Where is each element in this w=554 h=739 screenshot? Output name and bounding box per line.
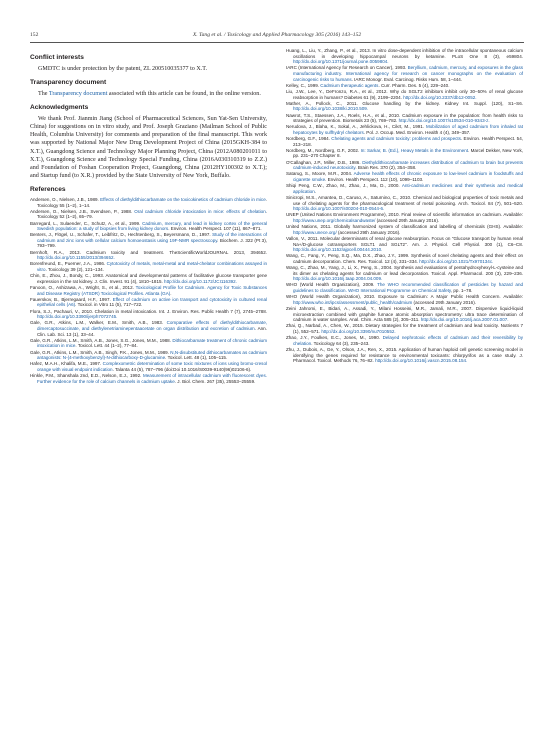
reference-item bbox=[30, 232, 267, 249]
reference-authors: Andersen, O., Nielsen, J.B., 1989. bbox=[30, 196, 101, 202]
reference-authors: Nordberg, M., Nordberg, G.F., 2002. bbox=[286, 147, 361, 153]
reference-source: . Brain Res. 370 (2), 354–358. bbox=[355, 165, 417, 171]
reference-item bbox=[30, 285, 267, 296]
reference-authors: Fanoon, O., Ashizawa, A., Wright, S., et al., 2012. bbox=[30, 285, 136, 290]
reference-source: . Toxicol. in Vitro 11 (5), 717–722. bbox=[75, 302, 143, 308]
reference-item bbox=[286, 224, 523, 235]
reference-authors: Flora, S.J., Pachauri, V., 2010. Chelation in metal intoxication. Int. J. Environ. Res. Public Health 7 (7), 2745–2788. bbox=[30, 308, 267, 314]
reference-item bbox=[286, 195, 523, 212]
transparency-post: associated with this article can be found, in the online version. bbox=[107, 91, 261, 98]
reference-source: (accessed 29th January 2016). bbox=[375, 217, 440, 223]
reference-item bbox=[30, 350, 267, 361]
reference-item bbox=[286, 48, 523, 65]
reference-source: . IARC Monogr. Eval. Carcinog. Risks Hum. 58, 1–444. bbox=[351, 76, 463, 82]
reference-title-link[interactable]: The WHO recommended classification of pesticides by hazard and guidelines to classification. WHO International Programme on Chemical Safety bbox=[293, 282, 524, 294]
reference-item bbox=[30, 338, 267, 349]
reference-source: . Curr. Pharm. Des. 5 (4), 229–240. bbox=[378, 82, 450, 88]
right-column bbox=[286, 48, 523, 364]
reference-source: . Toxicol. Lett. 44 (1–2), 77–84. bbox=[75, 343, 138, 349]
references-heading: References bbox=[30, 185, 66, 193]
reference-source: (accessed 29th January 2016). bbox=[336, 229, 401, 235]
reference-authors: Kelley, C., 1999. bbox=[286, 82, 321, 88]
reference-authors: UNEP (United Nations Environment Programme), 2010. Final review of scientific information on cadmium. Available: bbox=[286, 212, 523, 218]
reference-title-link[interactable]: Cadmium, mercury, and lead in kidney cortex of the general Swedish population: a study of biopsies from living kidney donors bbox=[37, 220, 268, 232]
reference-item bbox=[286, 335, 523, 346]
reference-title-link[interactable]: Measurement of intracellular cadmium with fluorescent dyes. Further evidence for the role of calcium channels in cadmium uptake bbox=[37, 373, 267, 384]
reference-item bbox=[286, 236, 523, 253]
reference-item bbox=[30, 309, 267, 320]
reference-title-link[interactable]: Mobilization of aged cadmium from inhaled rat hepatocytes by sulfhydryl chelators bbox=[293, 124, 523, 135]
reference-authors: Barregard, L., Sulaender, C., Schutz, A., et al., 1999. bbox=[30, 220, 143, 226]
reference-list-left bbox=[30, 197, 267, 384]
reference-item bbox=[30, 361, 267, 372]
reference-doi-link[interactable]: http://dx.doi.org/10.3390/nu7010552. bbox=[321, 328, 396, 334]
transparency-text bbox=[30, 90, 267, 98]
reference-authors: Zhu, J., Dubois, A., Ge, Y., Olson, J.A., Ren, X., 2015. Application of human haploid cell genetic screening model in identifying the genes required for resistance to environmental toxicants: chlorpyrifos as a case study. J. Pharmacol. Toxicol. Methods 76, 76–82. bbox=[286, 346, 523, 364]
reference-authors: Gale, G.R., Atkins, L.M., Smith, A.B., Jones, S.G., Jones, M.M., 1988. bbox=[30, 337, 173, 343]
reference-doi-link[interactable]: http://dx.doi.org/10.1016/j.vascn.2015.08.154. bbox=[375, 358, 468, 364]
page-number: 152 bbox=[30, 32, 39, 38]
reference-item bbox=[286, 265, 523, 282]
reference-authors: Zhai, Q., Narbad, A., Chen, W., 2015. Dietary strategies for the treatment of cadmium and lead toxicity. Nutrients 7 (1), 552–571. bbox=[286, 323, 523, 334]
reference-doi-link[interactable]: http://dx.doi.org/10.1021/Tx970134c. bbox=[419, 258, 494, 264]
conflict-interests-heading: Conflict interests bbox=[30, 54, 84, 61]
reference-title-link[interactable]: Delayed nephrotoxic effects of cadmium and their reversibility by chelation bbox=[293, 335, 523, 346]
reference-authors: Andersen, O., Nielsen, J.B., Svendsen, P., 1988. bbox=[30, 208, 135, 214]
reference-item bbox=[30, 221, 267, 232]
transparency-pre: The bbox=[38, 91, 49, 98]
reference-authors: Vallon, V., 2011. Molecular determinants of renal glucose reabsorption. Focus on "Glucose transport by human renal Na+/D-glucose cotransporters SGLT1 and SGLT2". Am. J. Physiol. Cell Physiol. 300 (1), C6–C8. bbox=[286, 235, 523, 247]
reference-source: . J. Biol. Chem. 267 (35), 25553–25559. bbox=[174, 378, 256, 384]
transparency-document-link[interactable]: Transparency document bbox=[48, 91, 108, 98]
reference-title-link[interactable]: Comparative effects of diethyldithiocarbamate, dimercaptosuccinate, and diethylenetriaminepentaacetate on organ distribution and excretion of cadmium bbox=[37, 320, 267, 331]
reference-item bbox=[286, 183, 523, 194]
reference-authors: United Nations, 2011. Globally harmonized system of classification and labelling of chemicals (GHS). Available: bbox=[286, 224, 523, 230]
reference-item bbox=[30, 197, 267, 208]
reference-authors: Fauerskov, B., Bjerregaard, H.F., 1997. bbox=[30, 296, 113, 302]
reference-authors: Satarug, S., Moore, M.R., 2004. bbox=[286, 171, 354, 177]
reference-title-link[interactable]: N,N-disubstituted dithiocarbamates as cadmium antagonists: N-(4-methoxybenzyl)-N-dithiocarboxy-D-glucamine bbox=[37, 349, 267, 361]
reference-source: . Environ. Health Perspect. 112 (10), 1099–1103. bbox=[325, 177, 424, 182]
reference-doi-link[interactable]: http://dx.doi.org/10.3390/ijerph7072745. bbox=[37, 314, 118, 320]
reference-authors: Gale, G.R., Atkins, L.M., Smith, A.B., Singh, P.K., Jones, M.M., 1989. bbox=[30, 349, 171, 355]
reference-title-link[interactable]: Effects of diethyldithiocarbamate on the toxicokinetics of cadmium chloride in mice bbox=[100, 196, 266, 202]
reference-item bbox=[286, 306, 523, 323]
reference-source: . bbox=[314, 188, 317, 194]
reference-authors: Chin, E., Zhou, J., Bondy, C., 1993. Anatomical and developmental patterns of facilitative glucose transporter gene expression in the rat kidney. J. Clin. Invest. 91 (4), 1810–1815. bbox=[30, 273, 267, 284]
reference-title-link[interactable]: Complexometric determination of some toxic mixtures of ions using bromo-cresol orange with visual endpoint indication bbox=[37, 361, 267, 372]
reference-source: . Ann. Clin. Lab. Sci. 13 (1), 33–44. bbox=[37, 325, 267, 337]
reference-item bbox=[286, 89, 523, 100]
left-column bbox=[30, 48, 267, 385]
reference-item bbox=[286, 160, 523, 171]
reference-authors: WHO (World Health Organization), 2009. bbox=[286, 282, 378, 288]
acknowledgments-text: We thank Prof. Jianmin Jiang (School of Pharmaceutical Sciences, Sun Yat-Sen University, China) for suggestions on in vitro study, and Prof. Joseph Graziano (Mailman School of Public Health, Columbia University) for comments and preparation of the final manuscript. This work was supported by National Major New Drug Development Project of China (2015GKH-384 to X.T.), Guangdong Science and Technology Major Planning Project, China (2012A080201011 to X.T.), Guangdong Science and Technology Special Funding, China (2016A030310319 to Z.Z.) and Foundation of Foshan Cooperation Project, Guangdong, China (2012HY100302 to X.T.); and Startup fund (to X.R.) provided by the State University of New York, Buffalo. bbox=[30, 116, 267, 179]
reference-doi-link[interactable]: http://dx.doi.org/10.1172/JCI116392. bbox=[164, 278, 237, 284]
reference-doi-link[interactable]: http://dx.doi.org/10.1038/ki.2010.509. bbox=[293, 106, 369, 112]
reference-authors: Sinicropi, M.S., Amantea, D., Caruso, A., Saturnino, C., 2010. Chemical and biological properties of toxic metals and use of chelating agents for the pharmacological treatment of metal poisoning. Arch. Toxicol. 84 (7), 501–520. bbox=[286, 194, 523, 206]
reference-item bbox=[30, 261, 267, 272]
running-header bbox=[30, 30, 524, 42]
reference-title-link[interactable]: Beryllium, cadmium, mercury, and exposures in the glass manufacturing industry. International agency for research on cancer monographs on the evaluation of carcinogenic risks to humans bbox=[293, 65, 524, 82]
reference-title-link[interactable]: Cadmium therapeutic agents bbox=[320, 82, 379, 88]
reference-authors: Benters, J., Flögel, U., Schafer, T., Leibfritz, D., Hechtenberg, S., Beyersmann, D., 1997. bbox=[30, 232, 213, 238]
reference-doi-link[interactable]: http://dx.doi.org/10.1155/2013/394652. bbox=[37, 255, 115, 261]
reference-doi-link[interactable]: http://dx.doi.org/10.1016/j.aca.2007.01.007. bbox=[420, 317, 509, 323]
reference-item bbox=[286, 294, 523, 305]
reference-doi-link[interactable]: http://dx.doi.org/10.1371/journal.pone.0059804. bbox=[293, 59, 389, 65]
reference-source: . bbox=[170, 290, 172, 296]
reference-source: . Environ. Health Perspect. 54, 213–218. bbox=[293, 136, 523, 147]
reference-source: . Toxicology 39 (2), 121–134. bbox=[45, 267, 104, 273]
reference-authors: WHO (World Health Organization), 2010. Exposure to Cadmium: A Major Public Health Concern. Available: bbox=[286, 294, 523, 300]
reference-item bbox=[286, 65, 523, 82]
reference-source: , pp. 1–78. bbox=[450, 288, 473, 294]
reference-item bbox=[286, 136, 523, 147]
reference-item bbox=[30, 273, 267, 284]
reference-authors: Shiqi Peng, C.W., Zhao, M., Zhao, J., Ma, D., 2000. bbox=[286, 183, 402, 189]
reference-title-link[interactable]: Effect of cadmium on active ion transport and cytotoxicity in cultured renal epithelial cells (A6) bbox=[37, 296, 267, 308]
reference-doi-link[interactable]: http://dx.doi.org/10.1007/s00204-010-0544-6. bbox=[293, 206, 385, 212]
reference-title-link[interactable]: Anti-cadmium medicines and their synthesis and medical application bbox=[293, 183, 524, 194]
reference-title-link[interactable]: Oral cadmium chloride intoxication in mice: effects of chelation bbox=[134, 208, 266, 214]
conflict-interests-text: GMDTC is under protection by the patent, ZL 200510035377 to X.T. bbox=[38, 66, 208, 72]
reference-authors: Nerudova, J., Blaha, K., Sokal, A., Jehlickova, H., Cikrt, M., 1991. bbox=[286, 124, 426, 130]
reference-item bbox=[286, 101, 523, 112]
reference-item bbox=[286, 113, 523, 124]
reference-authors: Liu, J.W., Lee, Y., DeFronzo, R.A., et al., 2012. Why do SGLT2 inhibitors inhibit only 30–50% of renal glucose reabsorption in humans? Diabetes 61 (9), 2199–2204. bbox=[286, 88, 523, 100]
reference-title-link[interactable]: Toxicological Profile for Cadmium. Agency for Toxic Substances and Disease Registry (ATSDR) Toxicological Profiles. Atlanta (GA) bbox=[37, 285, 267, 296]
reference-doi-link[interactable]: http://dx.doi.org/10.2337/db12-0052. bbox=[403, 94, 477, 100]
reference-title-link[interactable]: Study of the interactions of cadmium and zinc ions with cellular calcium homoeostasis using 19F-NMR spectroscopy bbox=[37, 232, 267, 243]
reference-item bbox=[286, 171, 523, 182]
reference-item bbox=[286, 212, 523, 223]
header-rule bbox=[30, 42, 524, 43]
reference-list-right bbox=[286, 48, 523, 364]
reference-authors: Nordberg, G.F., 1984. bbox=[286, 136, 332, 142]
journal-citation-line: X. Tang et al. / Toxicology and Applied Pharmacology 305 (2016) 143–152 bbox=[192, 32, 362, 38]
reference-title-link[interactable]: Cytotoxicity of metals, metal-metal and metal-chelator combinations assayed in vitro bbox=[37, 261, 268, 273]
reference-source: . Marcel Dekker, New York, pp. 231–270 Chapter 8. bbox=[293, 147, 523, 159]
reference-source: . Toxicology 55 (1–2), 1–14. bbox=[37, 196, 268, 208]
reference-authors: Wang, C., Fang, Y., Peng, S.Q., Ma, D.X., Zhao, J.Y., 1999. Synthesis of novel chelating agents and their effect on cadmium decorporation. Chem. Res. Toxicol. 12 (4), 331–334. bbox=[286, 253, 523, 264]
reference-title-link[interactable]: In: Sarkar, B. (Ed.), Heavy Metals in the Environment bbox=[360, 147, 469, 153]
reference-item bbox=[286, 347, 523, 364]
reference-doi-link[interactable]: http://dx.doi.org/10.1007/s10534-010-9343-z. bbox=[398, 118, 490, 124]
reference-authors: Hinkle, P.M., Shanshala 2nd, E.D., Nelson, E.J., 1992. bbox=[30, 373, 143, 379]
reference-authors: Borenfreund, E., Puerner, J.A., 1986. bbox=[30, 261, 107, 267]
reference-authors: IARC (International Agency for Research on Cancer), 1993. bbox=[286, 65, 408, 71]
reference-authors: Nawrot, T.S., Staessen, J.A., Roels, H.A., et al., 2010. Cadmium exposure in the population: from health risks to strategies of prevention. Biometals 23 (5), 769–782. bbox=[286, 112, 523, 124]
reference-title-link[interactable]: Adverse health effects of chronic exposure to low-level cadmium in foodstuffs and cigarette smoke bbox=[293, 171, 523, 182]
reference-authors: Hafez, M.A.H., Khalifa, M.E., 1997. bbox=[30, 361, 103, 367]
reference-item bbox=[286, 253, 523, 264]
reference-item bbox=[30, 250, 267, 261]
reference-item bbox=[30, 297, 267, 308]
reference-item bbox=[286, 124, 523, 135]
reference-doi-link[interactable]: http://www.unep.org/chemicalsandwaste/ bbox=[293, 217, 376, 223]
reference-source: . Pol. J. Occup. Med. Environ. Health 4 (4), 349–357. bbox=[363, 129, 471, 135]
reference-title-link[interactable]: Chelating agents and cadmium toxicity: problems and prospects bbox=[331, 136, 461, 142]
reference-authors: Huang, L., Liu, Y., Zhang, P., et al., 2013. In vitro dose-dependent inhibition of the intracellular spontaneous calcium oscillations in developing hippocampal neurons by ketamine. PLoS One 8 (3), e59804. bbox=[286, 48, 523, 59]
reference-doi-link[interactable]: http://dx.doi.org/10.1152/ajpcell.00444.2010. bbox=[293, 247, 383, 253]
reference-source: . Toxicology 64 (3), 235–243. bbox=[311, 340, 370, 346]
reference-authors: Bernhoft, R.A., 2013. Cadmium toxicity and treatment. TheScientificWorldJOURNAL 2013, 394652. bbox=[30, 249, 267, 255]
reference-source: . Biochem. J. 322 (Pt 3), 793–799. bbox=[37, 237, 267, 249]
reference-source: . Talanta 44 (5), 787–796 (doi:Doi 10.1016/S0039-9140(96)02106-6). bbox=[112, 366, 252, 372]
reference-doi-link[interactable]: http://dx.doi.org/10.1016/j.taap.2004.04.009. bbox=[293, 276, 383, 282]
reference-item bbox=[30, 373, 267, 384]
reference-item bbox=[30, 209, 267, 220]
reference-item bbox=[286, 282, 523, 293]
reference-authors: Mather, A., Pollock, C., 2011. Glucose handling by the kidney. Kidney Int. Suppl. (120), S1–S6. bbox=[286, 100, 523, 106]
reference-authors: Zhao, J.Y., Foulkes, E.C., Jones, M., 1990. bbox=[286, 335, 383, 341]
reference-item bbox=[286, 83, 523, 89]
transparency-heading: Transparency document bbox=[30, 79, 107, 87]
reference-authors: Zeini Jahromi, E., Bidari, A., Assadi, Y., Milani Hosseini, M.R., Jamali, M.R., 2007. Dispersive liquid-liquid microextraction combined with graphite furnace atomic absorption spectrometry: ultra trace determination of cadmium in water samples. Anal. Chim. Acta 585 (2), 305–311. bbox=[286, 306, 523, 323]
reference-item bbox=[286, 148, 523, 159]
reference-doi-link[interactable]: http://www.unece.org/ bbox=[293, 229, 337, 235]
reference-title-link[interactable]: Diethyldithiocarbamate increases distribution of cadmium to brain but prevents cadmium-induced neurotoxicity bbox=[293, 159, 523, 171]
reference-authors: O'Callaghan, J.P., Miller, D.B., 1986. bbox=[286, 159, 363, 165]
reference-source: . Toxicol. Lett. 48 (1), 105–115. bbox=[165, 355, 228, 361]
reference-source: . Environ. Health Perspect. 107 (11), 867–871. bbox=[168, 226, 262, 232]
reference-source: (accessed 29th January 2016). bbox=[412, 299, 476, 305]
reference-item bbox=[286, 323, 523, 334]
reference-authors: Gale, G.R., Atkins, L.M., Walker, E.M., Smith, A.B., 1983. bbox=[30, 320, 167, 326]
reference-title-link[interactable]: Dithiocarbamate treatment of chronic cadmium intoxication in mice bbox=[37, 337, 267, 349]
reference-item bbox=[30, 320, 267, 337]
acknowledgments-heading: Acknowledgments bbox=[30, 104, 89, 112]
reference-doi-link[interactable]: http://www.who.int/ipcs/assessment/public_health/cadmium bbox=[293, 299, 413, 305]
reference-source: . Toxicology 52 (1–2), 65–79. bbox=[37, 208, 267, 220]
reference-authors: Wang, C., Zhao, M., Yang, J., Li, X., Peng, S., 2004. Synthesis and evaluations of pentahydroxyhexyl-L-cysteine and its dimer as chelating agents for cadmium or lead decorporation. Toxicol. Appl. Pharmacol. 200 (3), 229–236. bbox=[286, 265, 523, 276]
